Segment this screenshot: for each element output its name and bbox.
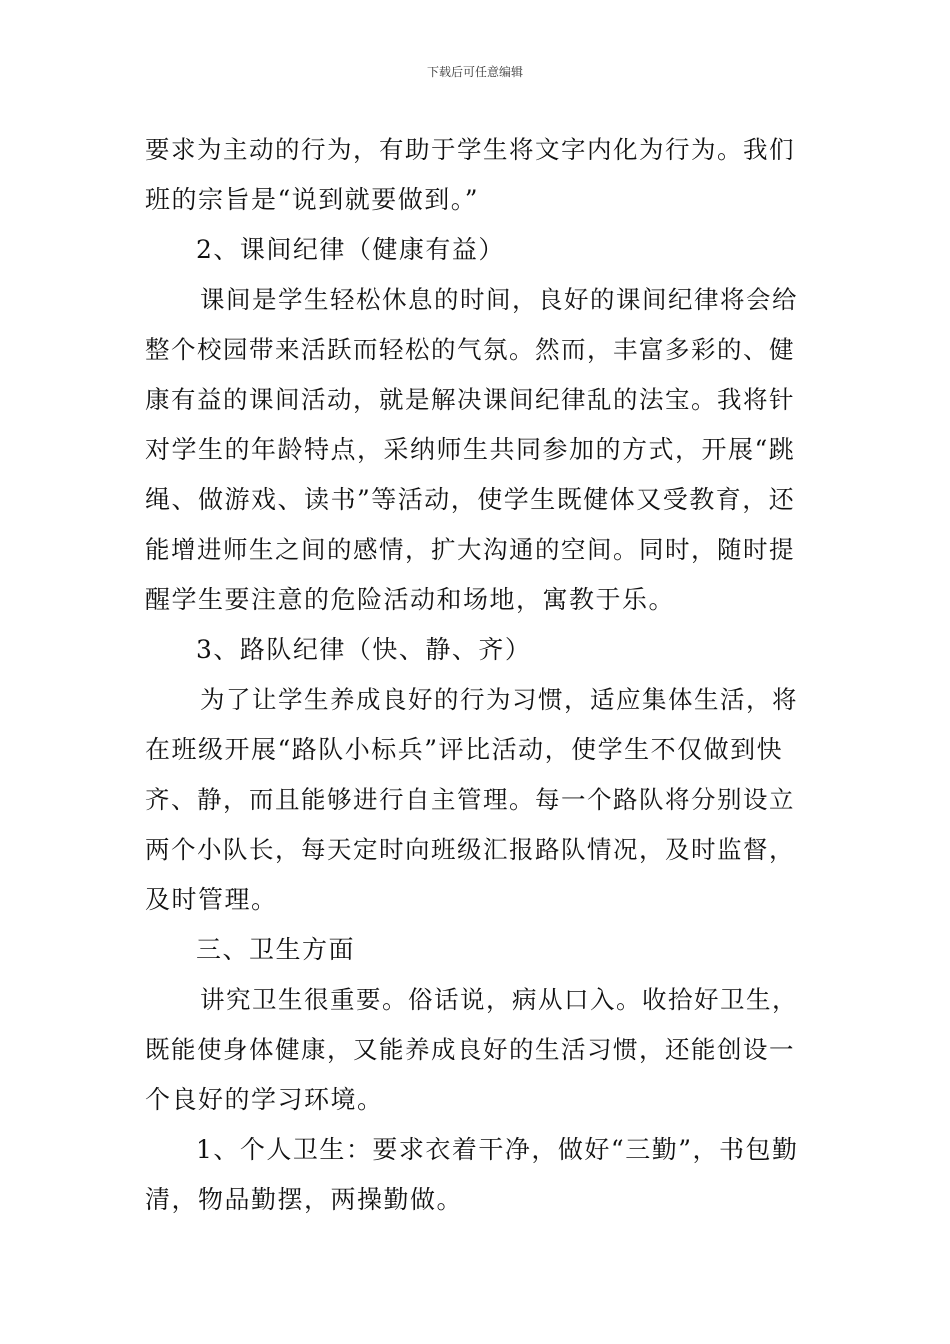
section-heading: 三、卫生方面 — [196, 935, 356, 964]
body-line: 个良好的学习环境。 — [145, 1085, 384, 1114]
body-line: 讲究卫生很重要。俗话说，病从口入。收拾好卫生， — [200, 985, 798, 1014]
body-line: 两个小队长，每天定时向班级汇报路队情况，及时监督， — [145, 835, 795, 864]
body-line: 对学生的年龄特点，采纳师生共同参加的方式，开展“跳 — [145, 435, 796, 464]
body-line: 及时管理。 — [145, 885, 278, 914]
body-line: 要求为主动的行为，有助于学生将文字内化为行为。我们 — [145, 135, 795, 164]
body-line: 康有益的课间活动，就是解决课间纪律乱的法宝。我将针 — [145, 385, 795, 414]
section-heading: 3、路队纪律（快、静、齐） — [196, 635, 532, 664]
body-line: 为了让学生养成良好的行为习惯，适应集体生活，将 — [200, 685, 798, 714]
body-line: 清，物品勤摆，两操勤做。 — [145, 1185, 464, 1214]
body-line: 醒学生要注意的危险活动和场地，寓教于乐。 — [145, 585, 676, 614]
body-line: 绳、做游戏、读书”等活动，使学生既健体又受教育，还 — [145, 485, 796, 514]
section-heading: 2、课间纪律（健康有益） — [196, 235, 505, 264]
body-line: 在班级开展“路队小标兵”评比活动，使学生不仅做到快 — [145, 735, 784, 764]
body-line: 1、个人卫生：要求衣着干净，做好“三勤”，书包勤 — [196, 1135, 799, 1164]
body-line: 班的宗旨是“说到就要做到。” — [145, 185, 480, 214]
body-line: 能增进师生之间的感情，扩大沟通的空间。同时，随时提 — [145, 535, 795, 564]
body-line: 既能使身体健康，又能养成良好的生活习惯，还能创设一 — [145, 1035, 795, 1064]
body-line: 齐、静，而且能够进行自主管理。每一个路队将分别设立 — [145, 785, 795, 814]
body-line: 课间是学生轻松休息的时间，良好的课间纪律将会给 — [200, 285, 798, 314]
page-header: 下载后可任意编辑 — [426, 65, 523, 79]
body-line: 整个校园带来活跃而轻松的气氛。然而，丰富多彩的、健 — [145, 335, 795, 364]
